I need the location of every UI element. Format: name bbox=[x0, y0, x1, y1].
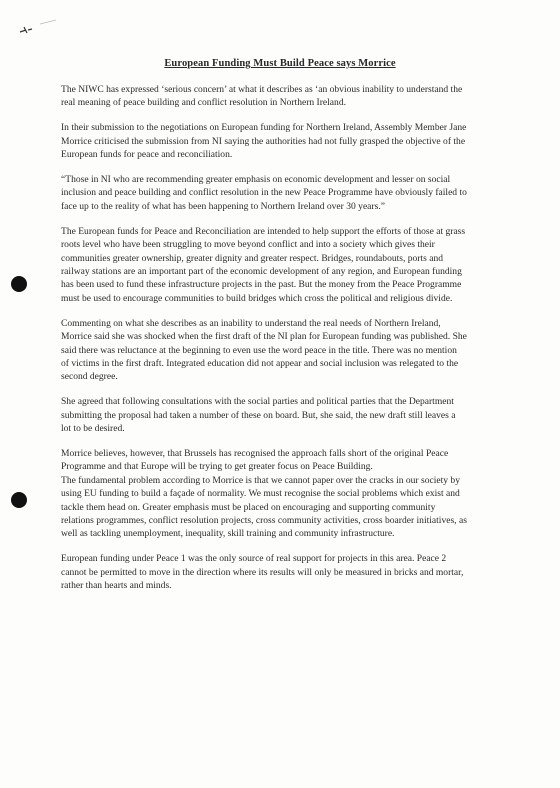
punch-hole-icon bbox=[11, 276, 27, 292]
paragraph-7: Morrice believes, however, that Brussels has recognised the approach falls short of the original Peace Programme and that Europe will be trying to get greater focus on Peace Building. bbox=[61, 447, 449, 473]
punch-hole-icon bbox=[11, 492, 27, 508]
paragraph-4: The European funds for Peace and Reconciliation are intended to help support the efforts of those at grass roots level who have been struggling to move beyond conflict and into a society which gives their communities greater ownership, greater dignity and greater respect. Bridges, roundabouts, ports and railway stations are an important part of the economic development of any region, and European funding has been used to fund these infrastructure projects in the past. But the money from the Peace Programme must be used to encourage communities to build bridges which cross the political and religious divide. bbox=[61, 225, 466, 304]
paragraph-6: She agreed that following consultations with the social parties and political parties that the Department submitting the proposal had taken a number of these on board. But, she said, the new draft still leaves a lot to be desired. bbox=[61, 396, 456, 435]
document-title: European Funding Must Build Peace says Morrice bbox=[164, 58, 396, 69]
paragraph-9: European funding under Peace 1 was the only source of real support for projects in this area. Peace 2 cannot be permitted to move in the direction where its results will only be measured in bricks and mortar, rather than hearts and minds. bbox=[61, 553, 464, 592]
paragraph-1: The NIWC has expressed ‘serious concern’ at what it describes as ‘an obvious inability to understand the real meaning of peace building and conflict resolution in Northern Ireland. bbox=[61, 84, 463, 109]
paragraph-5: Commenting on what she describes as an inability to understand the real needs of Northern Ireland, Morrice said she was shocked when the first draft of the NI plan for European funding was published. She said there was reluctance at the beginning to even use the word peace in the title. There was no mention of victims in the first draft. Integrated education did not appear and social inclusion was relegated to the second degree. bbox=[61, 317, 467, 383]
paragraph-8: The fundamental problem according to Morrice is that we cannot paper over the cracks in our society by using EU funding to build a façade of normality. We must recognise the social problems which exist and tackle them head on. Greater emphasis must be placed on encouraging and supporting community relations programmes, conflict resolution projects, cross community activities, cross boarder initiatives, as well as tackling unemployment, inequality, skill training and community infrastructure. bbox=[61, 474, 467, 540]
paragraph-2: In their submission to the negotiations on European funding for Northern Ireland, Assembly Member Jane Morrice criticised the submission from NI saying the authorities had not fully grasped the objective of the European funds for peace and reconciliation. bbox=[61, 122, 467, 161]
document-body bbox=[61, 83, 467, 604]
paragraph-3: “Those in NI who are recommending greater emphasis on economic development and lesser on social inclusion and peace building and conflict resolution in the new Peace Programme have obviously failed to face up to the reality of what has been happening to Northern Ireland over 30 years.” bbox=[61, 174, 467, 212]
pen-mark-icon bbox=[18, 18, 58, 38]
